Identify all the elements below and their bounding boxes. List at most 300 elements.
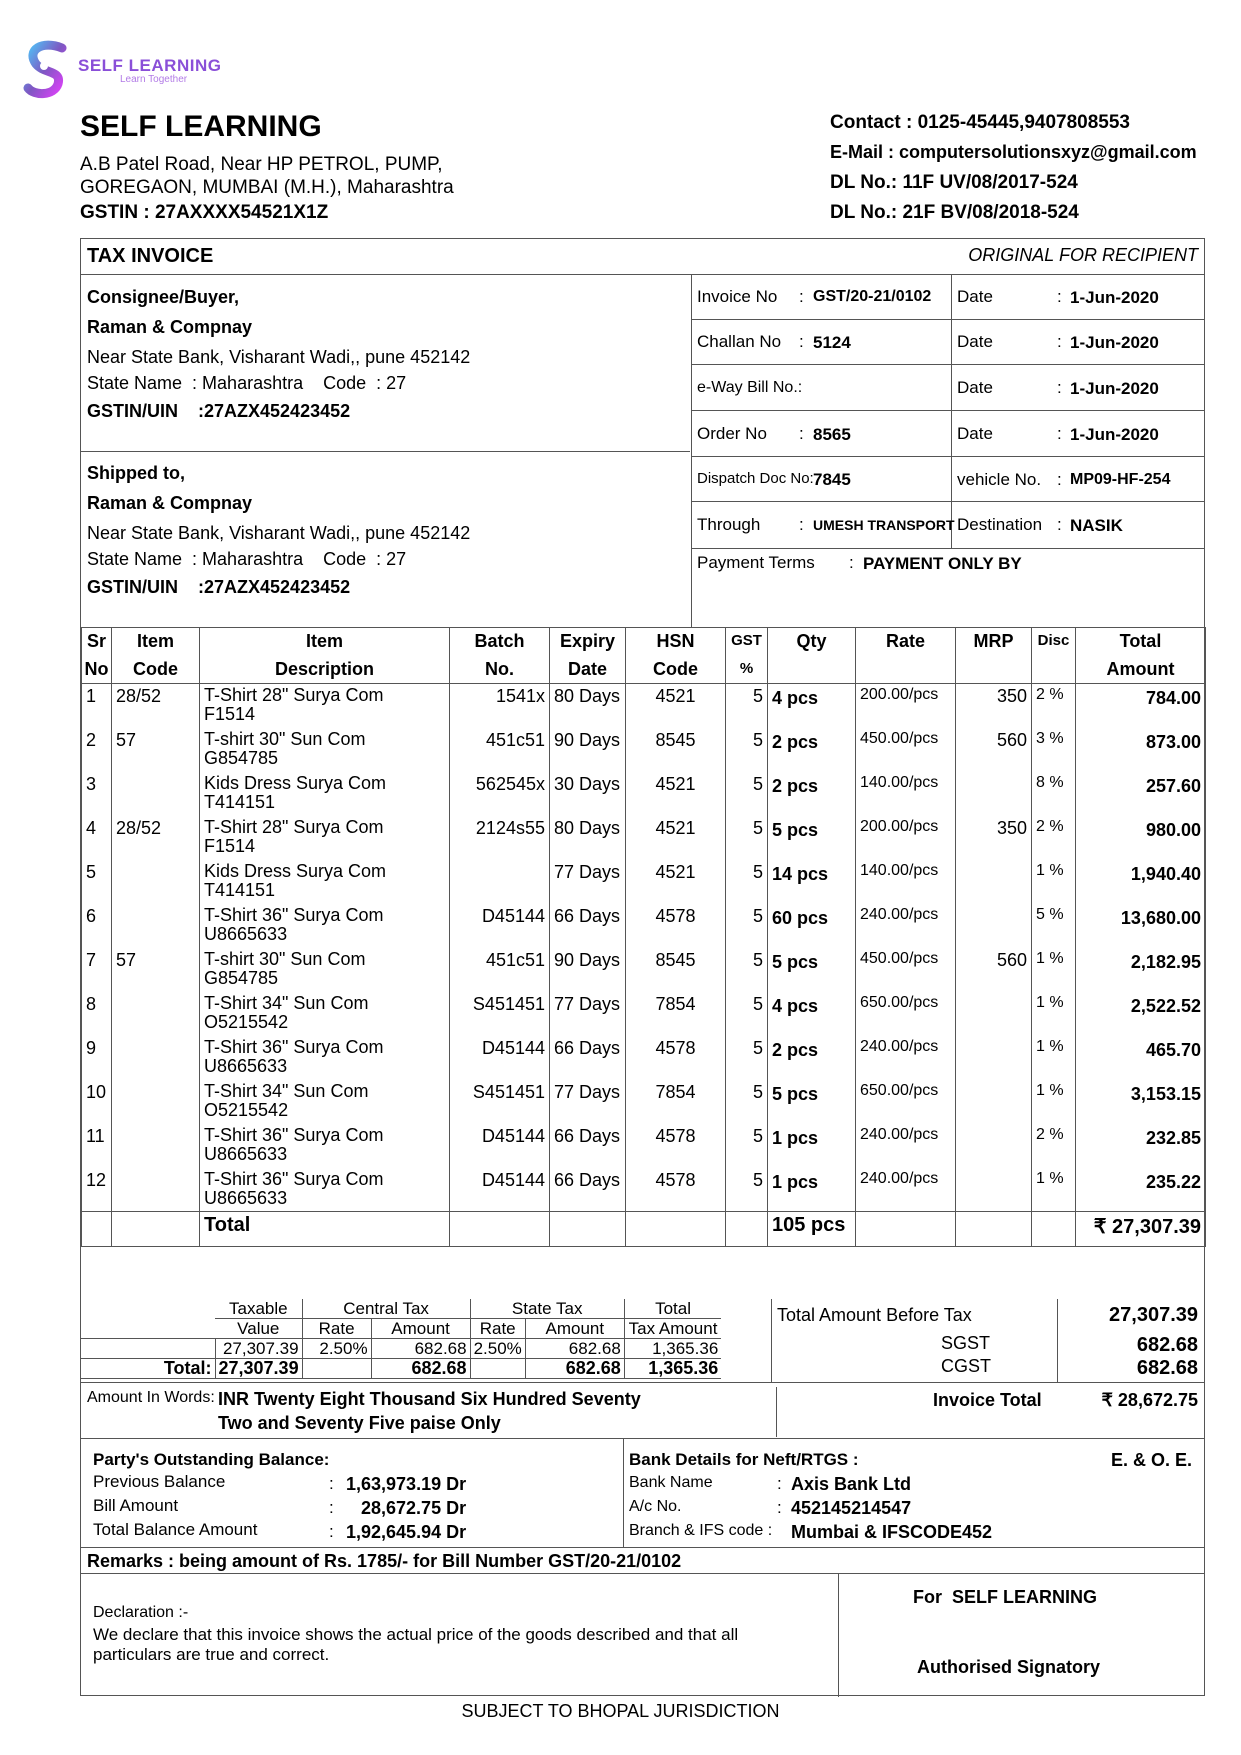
dispatch-doc-label: Dispatch Doc No: (697, 470, 814, 487)
total-balance-label: Total Balance Amount (93, 1520, 258, 1539)
date-label: Date (957, 378, 993, 397)
item-disc: 1 % (1032, 992, 1076, 1036)
item-mrp (956, 772, 1032, 816)
item-description-line1: T-Shirt 36" Surya Com (204, 1036, 384, 1057)
challan-no-value: 5124 (813, 333, 851, 352)
item-qty: 5 pcs (768, 948, 856, 992)
item-description-line2: T414151 (204, 791, 276, 812)
item-amount: 465.70 (1076, 1036, 1206, 1080)
col-gst: GST % (726, 627, 768, 684)
tax-central-rate: 2.50% (302, 1339, 371, 1359)
col-hsn: HSN Code (626, 627, 726, 684)
col-expiry: Expiry Date (550, 627, 626, 684)
item-hsn: 7854 (626, 992, 726, 1036)
cgst-value: 682.68 (1136, 1357, 1198, 1379)
item-description-line2: G854785 (204, 967, 279, 988)
item-description (200, 816, 450, 860)
item-qty: 2 pcs (768, 772, 856, 816)
item-rate: 240.00/pcs (856, 1124, 956, 1168)
item-amount: 980.00 (1076, 816, 1206, 860)
ifs-label: Branch & IFS code : (629, 1522, 773, 1539)
account-no-label: A/c No. (629, 1498, 682, 1515)
invoice-title: TAX INVOICE (87, 245, 214, 267)
tax-central-amount-header: Amount (371, 1319, 470, 1339)
item-disc: 1 % (1032, 860, 1076, 904)
item-sr: 8 (82, 992, 112, 1036)
company-contact: Contact : 0125-45445,9407808553 (830, 112, 1130, 133)
col-sr: Sr No (82, 627, 112, 684)
item-amount: 3,153.15 (1076, 1080, 1206, 1124)
item-batch (450, 860, 550, 904)
prev-balance-value: 1,63,973.19 Dr (346, 1474, 467, 1494)
through-value: UMESH TRANSPORT (813, 517, 955, 533)
item-hsn: 4578 (626, 1168, 726, 1212)
item-batch: 1541x (450, 684, 550, 728)
item-sr: 1 (82, 684, 112, 728)
items-total-row (82, 1212, 1206, 1247)
colon: : (799, 332, 804, 351)
item-batch: S451451 (450, 1080, 550, 1124)
item-hsn: 8545 (626, 948, 726, 992)
date-label: Date (957, 287, 993, 306)
item-batch: S451451 (450, 992, 550, 1036)
item-batch: 451c51 (450, 948, 550, 992)
item-batch: D45144 (450, 1036, 550, 1080)
consignee-state: State Name : Maharashtra Code : 27 (87, 373, 407, 393)
through-label: Through (697, 515, 761, 534)
item-batch: 562545x (450, 772, 550, 816)
item-code: 57 (112, 948, 200, 992)
shipped-state: State Name : Maharashtra Code : 27 (87, 549, 407, 569)
item-qty: 5 pcs (768, 816, 856, 860)
vehicle-label: vehicle No. (957, 470, 1042, 489)
item-batch: D45144 (450, 1124, 550, 1168)
item-description-line1: T-Shirt 36" Surya Com (204, 904, 384, 925)
tax-taxable-header: Taxable (215, 1299, 302, 1319)
item-expiry: 66 Days (550, 904, 626, 948)
item-code (112, 1124, 200, 1168)
invoice-no-label: Invoice No (697, 287, 778, 306)
item-rate: 200.00/pcs (856, 684, 956, 728)
colon: : (1057, 470, 1062, 489)
declaration-line2: particulars are true and correct. (93, 1645, 330, 1664)
colon: : (329, 1498, 334, 1517)
company-logo (22, 40, 74, 102)
tax-state-amount-header: Amount (525, 1319, 624, 1339)
item-gst: 5 (726, 904, 768, 948)
colon: : (1057, 378, 1062, 397)
item-gst: 5 (726, 728, 768, 772)
item-amount: 2,522.52 (1076, 992, 1206, 1036)
tax-state-header: State Tax (470, 1299, 624, 1319)
item-expiry: 80 Days (550, 816, 626, 860)
item-rate: 450.00/pcs (856, 948, 956, 992)
col-rate: Rate (856, 627, 956, 684)
invoice-total-label: Invoice Total (933, 1390, 1042, 1410)
authorised-signatory: Authorised Signatory (917, 1657, 1101, 1677)
consignee-gstin: GSTIN/UIN :27AZX452423452 (87, 401, 351, 421)
colon: : (1057, 287, 1062, 306)
bank-heading: Bank Details for Neft/RTGS : (629, 1450, 859, 1469)
tax-total-amount: 1,365.36 (624, 1339, 721, 1359)
declaration-line1: We declare that this invoice shows the actual price of the goods described and that all (93, 1625, 739, 1644)
item-disc: 1 % (1032, 1080, 1076, 1124)
item-qty: 1 pcs (768, 1124, 856, 1168)
item-sr: 10 (82, 1080, 112, 1124)
colon: : (1057, 332, 1062, 351)
logo-tagline: Learn Together (120, 74, 188, 85)
item-hsn: 8545 (626, 728, 726, 772)
sgst-value: 682.68 (1136, 1334, 1198, 1356)
item-hsn: 4578 (626, 1036, 726, 1080)
item-description-line1: Kids Dress Surya Com (204, 772, 387, 793)
dispatch-doc-value: 7845 (813, 470, 851, 489)
item-gst: 5 (726, 684, 768, 728)
item-gst: 5 (726, 1124, 768, 1168)
item-sr: 6 (82, 904, 112, 948)
item-qty: 5 pcs (768, 1080, 856, 1124)
table-row (82, 1080, 1206, 1124)
invoice-copy-label: ORIGINAL FOR RECIPIENT (968, 245, 1198, 265)
table-row (82, 1036, 1206, 1080)
balance-heading: Party's Outstanding Balance: (93, 1450, 330, 1469)
colon: : (799, 287, 804, 306)
item-description (200, 1124, 450, 1168)
item-qty: 2 pcs (768, 728, 856, 772)
item-mrp (956, 1036, 1032, 1080)
item-description-line1: T-shirt 30" Sun Com (204, 728, 366, 749)
item-mrp (956, 860, 1032, 904)
logo-title: SELF LEARNING (78, 56, 222, 75)
item-disc: 1 % (1032, 1168, 1076, 1212)
item-expiry: 66 Days (550, 1036, 626, 1080)
item-description (200, 772, 450, 816)
prev-balance-label: Previous Balance (93, 1472, 226, 1491)
item-description-line1: T-Shirt 28" Surya Com (204, 685, 384, 705)
tax-state-rate-header: Rate (470, 1319, 525, 1339)
item-qty: 60 pcs (768, 904, 856, 948)
item-hsn: 4521 (626, 772, 726, 816)
item-description-line2: U8665633 (204, 923, 288, 944)
item-description-line2: F1514 (204, 835, 256, 856)
item-batch: 2124s55 (450, 816, 550, 860)
sgst-label: SGST (941, 1333, 991, 1353)
ifs-value: Mumbai & IFSCODE452 (791, 1522, 993, 1542)
bank-name-value: Axis Bank Ltd (791, 1474, 912, 1494)
company-address-line1: A.B Patel Road, Near HP PETROL, PUMP, (80, 154, 443, 175)
bill-amount-label: Bill Amount (93, 1496, 179, 1515)
item-amount: 13,680.00 (1076, 904, 1206, 948)
item-code (112, 1036, 200, 1080)
tax-total-central: 682.68 (371, 1359, 470, 1379)
consignee-name: Raman & Compnay (87, 317, 253, 337)
order-no-value: 8565 (813, 425, 851, 444)
payment-terms-label: Payment Terms (697, 553, 815, 572)
item-description-line2: U8665633 (204, 1187, 288, 1208)
item-amount: 235.22 (1076, 1168, 1206, 1212)
declaration-heading: Declaration :- (93, 1604, 189, 1621)
item-amount: 2,182.95 (1076, 948, 1206, 992)
challan-date-value: 1-Jun-2020 (1070, 333, 1159, 352)
order-no-label: Order No (697, 424, 767, 443)
item-rate: 240.00/pcs (856, 1036, 956, 1080)
item-description-line1: Kids Dress Surya Com (204, 860, 387, 881)
bank-name-label: Bank Name (629, 1474, 713, 1491)
col-mrp: MRP (956, 627, 1032, 684)
tax-summary-table (81, 1299, 721, 1379)
item-description-line2: O5215542 (204, 1099, 289, 1120)
item-code (112, 860, 200, 904)
items-table (81, 627, 1206, 1247)
tax-total-row (81, 1359, 721, 1379)
shipped-gstin: GSTIN/UIN :27AZX452423452 (87, 577, 351, 597)
total-label: Total (200, 1212, 450, 1247)
item-rate: 200.00/pcs (856, 816, 956, 860)
item-rate: 140.00/pcs (856, 860, 956, 904)
company-gstin: GSTIN : 27AXXXX54521X1Z (80, 202, 329, 223)
col-disc: Disc (1032, 627, 1076, 684)
item-expiry: 77 Days (550, 992, 626, 1036)
item-mrp (956, 1080, 1032, 1124)
item-expiry: 80 Days (550, 684, 626, 728)
item-mrp: 350 (956, 816, 1032, 860)
tax-taxable-value: 27,307.39 (215, 1339, 302, 1359)
item-expiry: 77 Days (550, 860, 626, 904)
col-item-code: Item Code (112, 627, 200, 684)
signatory-for: For SELF LEARNING (913, 1587, 1097, 1607)
item-description-line1: T-shirt 30" Sun Com (204, 948, 366, 969)
item-disc: 3 % (1032, 728, 1076, 772)
item-code (112, 904, 200, 948)
item-description (200, 1168, 450, 1212)
amount-words-line2: Two and Seventy Five paise Only (218, 1413, 501, 1433)
vehicle-value: MP09-HF-254 (1070, 471, 1171, 488)
tax-total-subheader: Tax Amount (624, 1319, 721, 1339)
item-gst: 5 (726, 948, 768, 992)
item-rate: 240.00/pcs (856, 1168, 956, 1212)
item-disc: 8 % (1032, 772, 1076, 816)
col-total-amount: Total Amount (1076, 627, 1206, 684)
item-hsn: 4578 (626, 904, 726, 948)
colon: : (777, 1498, 782, 1517)
before-tax-label: Total Amount Before Tax (777, 1305, 972, 1325)
tax-total-tax: 1,365.36 (624, 1359, 721, 1379)
item-description-line1: T-Shirt 34" Sun Com (204, 1080, 369, 1101)
item-rate: 140.00/pcs (856, 772, 956, 816)
item-description (200, 1036, 450, 1080)
item-sr: 5 (82, 860, 112, 904)
item-disc: 2 % (1032, 816, 1076, 860)
tax-central-rate-header: Rate (302, 1319, 371, 1339)
item-gst: 5 (726, 772, 768, 816)
tax-central-amount: 682.68 (371, 1339, 470, 1359)
item-batch: D45144 (450, 1168, 550, 1212)
tax-taxable-subheader: Value (215, 1319, 302, 1339)
item-disc: 2 % (1032, 684, 1076, 728)
item-code (112, 1080, 200, 1124)
item-description (200, 1080, 450, 1124)
item-code (112, 992, 200, 1036)
item-gst: 5 (726, 1080, 768, 1124)
item-amount: 232.85 (1076, 1124, 1206, 1168)
item-mrp (956, 1168, 1032, 1212)
colon: : (329, 1474, 334, 1493)
jurisdiction-note: SUBJECT TO BHOPAL JURISDICTION (461, 1701, 780, 1721)
item-hsn: 4521 (626, 816, 726, 860)
company-name: SELF LEARNING (80, 110, 322, 143)
item-description-line2: U8665633 (204, 1055, 288, 1076)
remarks: Remarks : being amount of Rs. 1785/- for Bill Number GST/20-21/0102 (87, 1551, 682, 1571)
item-qty: 4 pcs (768, 992, 856, 1036)
payment-terms-value: PAYMENT ONLY BY (863, 554, 1022, 573)
company-dl1: DL No.: 11F UV/08/2017-524 (830, 172, 1078, 193)
total-qty: 105 pcs (768, 1212, 856, 1247)
item-rate: 650.00/pcs (856, 1080, 956, 1124)
item-sr: 9 (82, 1036, 112, 1080)
table-row (82, 1168, 1206, 1212)
item-hsn: 4521 (626, 860, 726, 904)
colon: : (1057, 515, 1062, 534)
item-gst: 5 (726, 1168, 768, 1212)
item-code: 57 (112, 728, 200, 772)
item-gst: 5 (726, 860, 768, 904)
date-label: Date (957, 332, 993, 351)
table-header (82, 627, 1206, 684)
bill-amount-value: 28,672.75 Dr (361, 1498, 467, 1518)
item-hsn: 4521 (626, 684, 726, 728)
item-code: 28/52 (112, 816, 200, 860)
tax-row (81, 1339, 721, 1359)
item-gst: 5 (726, 816, 768, 860)
table-row (82, 684, 1206, 728)
colon: : (799, 515, 804, 534)
colon: : (329, 1522, 334, 1541)
col-qty: Qty (768, 627, 856, 684)
table-row (82, 772, 1206, 816)
item-amount: 873.00 (1076, 728, 1206, 772)
tax-total-taxable: 27,307.39 (215, 1359, 302, 1379)
order-date-value: 1-Jun-2020 (1070, 425, 1159, 444)
item-expiry: 90 Days (550, 948, 626, 992)
item-mrp: 560 (956, 948, 1032, 992)
company-email: E-Mail : computersolutionsxyz@gmail.com (830, 142, 1197, 162)
invoice-total-value: ₹ 28,672.75 (1101, 1390, 1198, 1410)
item-expiry: 30 Days (550, 772, 626, 816)
shipped-heading: Shipped to, (87, 463, 185, 483)
eoe-label: E. & O. E. (1110, 1450, 1192, 1470)
item-qty: 4 pcs (768, 684, 856, 728)
table-row (82, 904, 1206, 948)
item-description-line2: T414151 (204, 879, 276, 900)
item-qty: 2 pcs (768, 1036, 856, 1080)
destination-value: NASIK (1070, 516, 1123, 535)
item-gst: 5 (726, 1036, 768, 1080)
table-row (82, 1124, 1206, 1168)
item-amount: 784.00 (1076, 684, 1206, 728)
item-description-line1: T-Shirt 34" Sun Com (204, 992, 369, 1013)
item-description-line1: T-Shirt 36" Surya Com (204, 1124, 384, 1145)
item-description-line2: O5215542 (204, 1011, 289, 1032)
item-sr: 3 (82, 772, 112, 816)
shipped-address: Near State Bank, Visharant Wadi,, pune 452142 (87, 523, 471, 543)
table-row (82, 816, 1206, 860)
item-sr: 4 (82, 816, 112, 860)
colon: : (777, 1474, 782, 1493)
eway-bill-label: e-Way Bill No.: (697, 379, 803, 396)
shipped-name: Raman & Compnay (87, 493, 253, 513)
item-description (200, 860, 450, 904)
challan-no-label: Challan No (697, 332, 782, 351)
amount-words-line1: INR Twenty Eight Thousand Six Hundred Seventy (218, 1389, 641, 1409)
item-expiry: 90 Days (550, 728, 626, 772)
invoice-frame (80, 238, 1205, 1696)
table-row (82, 728, 1206, 772)
before-tax-value: 27,307.39 (1109, 1304, 1198, 1326)
item-hsn: 7854 (626, 1080, 726, 1124)
item-qty: 14 pcs (768, 860, 856, 904)
table-row (82, 992, 1206, 1036)
company-dl2: DL No.: 21F BV/08/2018-524 (830, 202, 1079, 223)
item-mrp (956, 1124, 1032, 1168)
item-gst: 5 (726, 992, 768, 1036)
item-mrp: 560 (956, 728, 1032, 772)
destination-label: Destination (957, 515, 1043, 534)
item-disc: 1 % (1032, 948, 1076, 992)
item-mrp (956, 992, 1032, 1036)
account-no-value: 452145214547 (791, 1498, 912, 1518)
item-description (200, 728, 450, 772)
total-amount: ₹ 27,307.39 (1076, 1212, 1206, 1247)
invoice-no-value: GST/20-21/0102 (813, 288, 932, 305)
item-description-line2: G854785 (204, 747, 279, 768)
item-disc: 1 % (1032, 1036, 1076, 1080)
item-expiry: 66 Days (550, 1124, 626, 1168)
item-disc: 5 % (1032, 904, 1076, 948)
amount-words-label: Amount In Words: (87, 1389, 215, 1406)
item-amount: 1,940.40 (1076, 860, 1206, 904)
item-sr: 7 (82, 948, 112, 992)
item-sr: 12 (82, 1168, 112, 1212)
item-expiry: 66 Days (550, 1168, 626, 1212)
item-description (200, 992, 450, 1036)
item-expiry: 77 Days (550, 1080, 626, 1124)
item-description-line1: T-Shirt 28" Surya Com (204, 816, 384, 837)
item-hsn: 4578 (626, 1124, 726, 1168)
item-batch: 451c51 (450, 728, 550, 772)
item-mrp: 350 (956, 684, 1032, 728)
colon: : (849, 553, 854, 572)
item-description (200, 904, 450, 948)
tax-total-header: Total (624, 1299, 721, 1319)
item-rate: 650.00/pcs (856, 992, 956, 1036)
item-rate: 240.00/pcs (856, 904, 956, 948)
item-description (200, 948, 450, 992)
item-disc: 2 % (1032, 1124, 1076, 1168)
item-batch: D45144 (450, 904, 550, 948)
item-description (200, 684, 450, 728)
item-mrp (956, 904, 1032, 948)
table-row (82, 860, 1206, 904)
consignee-heading: Consignee/Buyer, (87, 287, 240, 307)
item-description-line1: T-Shirt 36" Surya Com (204, 1168, 384, 1189)
consignee-address: Near State Bank, Visharant Wadi,, pune 452142 (87, 347, 471, 367)
item-description-line2: U8665633 (204, 1143, 288, 1164)
tax-state-amount: 682.68 (525, 1339, 624, 1359)
tax-total-label: Total: (81, 1359, 215, 1379)
cgst-label: CGST (941, 1356, 992, 1376)
item-code (112, 772, 200, 816)
tax-total-state: 682.68 (525, 1359, 624, 1379)
